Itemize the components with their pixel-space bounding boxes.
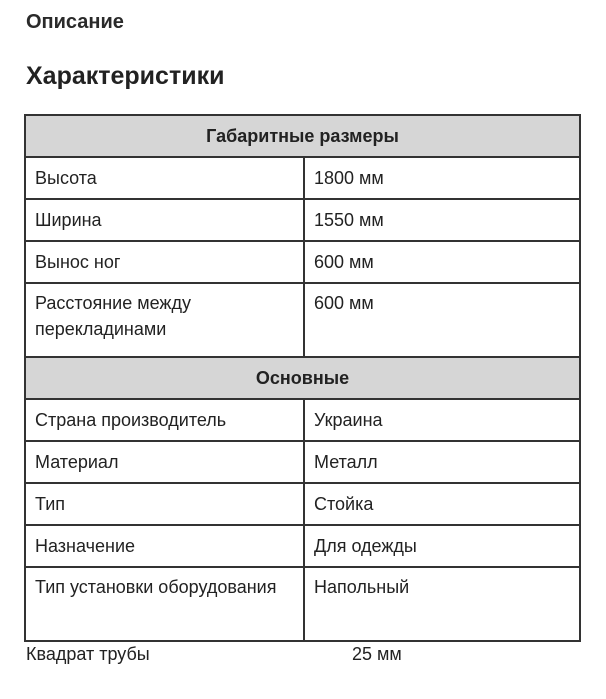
spec-name: Расстояние между перекладинами [25,283,304,357]
description-tab-title[interactable]: Описание [26,11,124,33]
page-title: Характеристики [26,62,225,90]
specs-table [24,114,581,642]
section-title: Габаритные размеры [25,115,580,157]
spec-name: Материал [25,441,304,483]
spec-name: Вынос ног [25,241,304,283]
spec-value: 600 мм [304,241,580,283]
spec-value: 1800 мм [304,157,580,199]
spec-name: Страна производитель [25,399,304,441]
spec-value: 1550 мм [304,199,580,241]
spec-value: Металл [304,441,580,483]
table-row [25,441,580,483]
spec-name: Тип установки оборудования [25,567,304,641]
spec-name: Высота [25,157,304,199]
table-row [25,283,580,357]
table-row [25,399,580,441]
table-row [25,199,580,241]
section-title: Основные [25,357,580,399]
spec-value: Украина [304,399,580,441]
table-row [25,525,580,567]
table-row [25,241,580,283]
spec-name: Квадрат трубы [26,644,150,664]
spec-value: 600 мм [304,283,580,357]
spec-value: Для одежды [304,525,580,567]
table-row [25,567,580,641]
spec-value: Напольный [304,567,580,641]
spec-name: Тип [25,483,304,525]
table-row [25,483,580,525]
spec-name: Ширина [25,199,304,241]
section-header-main [25,357,580,399]
table-row [25,157,580,199]
spec-value: 25 мм [352,644,402,664]
spec-value: Стойка [304,483,580,525]
spec-name: Назначение [25,525,304,567]
section-header-dimensions [25,115,580,157]
